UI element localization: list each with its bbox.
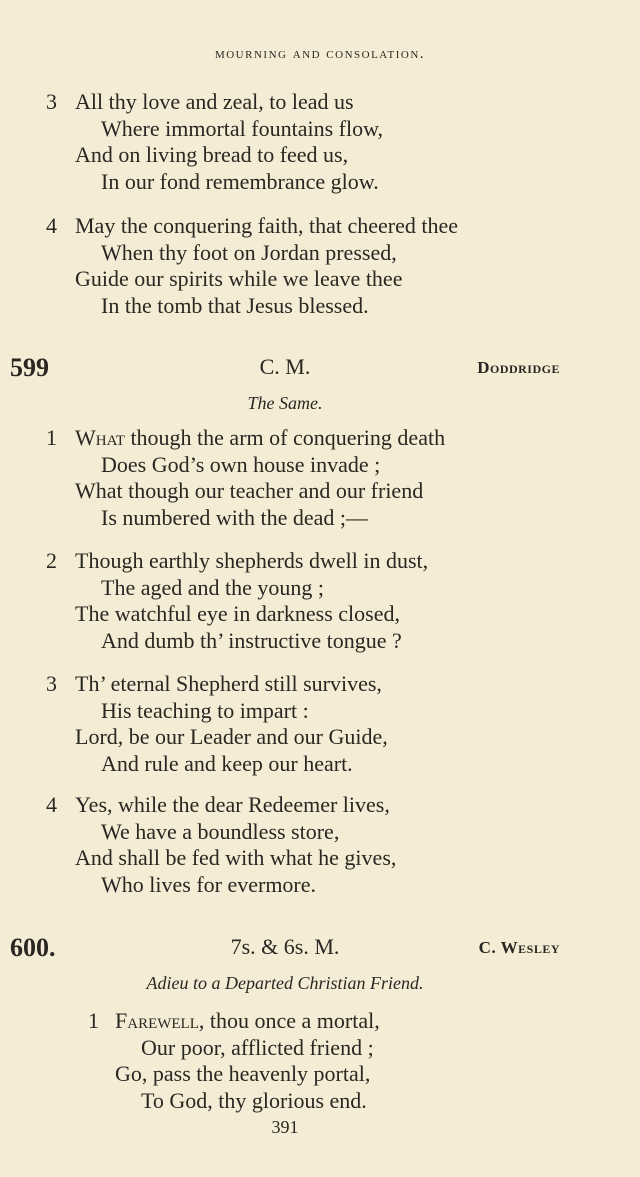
verse-line: To God, thy glorious end. (141, 1087, 367, 1113)
hymn-subtitle: The Same. (247, 393, 323, 413)
stanza-599-2 (46, 548, 606, 654)
verse-line: Lord, be our Leader and our Guide, (75, 724, 388, 749)
verse-line: And shall be fed with what he gives, (75, 845, 397, 870)
hymn-600-header (0, 933, 640, 963)
stanza-600-1 (88, 1008, 640, 1114)
page-number: 391 (271, 1117, 299, 1137)
stanza-599-3 (46, 671, 606, 777)
verse-line: His teaching to impart : (101, 697, 309, 723)
stanza-number: 4 (46, 213, 57, 238)
verse-line: Our poor, afflicted friend ; (141, 1034, 374, 1060)
hymn-meter: 7s. & 6s. M. (230, 934, 340, 959)
stanza-599-1 (46, 425, 606, 531)
verse-line: In our fond remembrance glow. (101, 168, 379, 194)
stanza-number: 4 (46, 792, 57, 817)
verse-line: The watchful eye in darkness closed, (75, 601, 400, 626)
verse-line: Is numbered with the dead ;— (101, 504, 368, 530)
stanza-number: 2 (46, 548, 57, 573)
stanza-number: 1 (88, 1008, 99, 1033)
hymn-subtitle: Adieu to a Departed Christian Friend. (146, 973, 424, 993)
verse-line: 2 Though earthly shepherds dwell in dust, (46, 548, 429, 573)
verse-line: 3 Th’ eternal Shepherd still survives, (46, 671, 382, 696)
verse-line: And rule and keep our heart. (101, 750, 353, 776)
verse-line: What though our teacher and our friend (75, 478, 424, 503)
verse-line: And dumb th’ instructive tongue ? (101, 627, 402, 653)
verse-line: Guide our spirits while we leave thee (75, 266, 403, 291)
hymn-author: Doddridge (477, 358, 560, 377)
verse-line: Where immortal fountains flow, (101, 115, 384, 141)
verse-line: And on living bread to feed us, (75, 142, 349, 167)
verse-line: Who lives for evermore. (101, 871, 317, 897)
stanza-prev-4 (46, 213, 606, 319)
hymn-author: C. Wesley (478, 938, 560, 957)
hymn-number: 600. (10, 933, 56, 962)
verse-line: 4 May the conquering faith, that cheered thee (46, 213, 459, 238)
hymn-599-header (0, 353, 640, 383)
verse-line: Go, pass the heavenly portal, (115, 1061, 371, 1086)
verse-line: We have a boundless store, (101, 818, 340, 844)
verse-line: 4 Yes, while the dear Redeemer lives, (46, 792, 390, 817)
stanza-number: 3 (46, 89, 57, 114)
stanza-prev-3 (46, 89, 606, 195)
verse-line: When thy foot on Jordan pressed, (101, 239, 397, 265)
verse-line: In the tomb that Jesus blessed. (101, 292, 369, 318)
hymn-number: 599 (10, 353, 49, 382)
verse-line: The aged and the young ; (101, 574, 324, 600)
stanza-599-4 (46, 792, 606, 898)
verse-line: 1 Farewell, thou once a mortal, (88, 1008, 380, 1033)
stanza-number: 1 (46, 425, 57, 450)
verse-line: 3 All thy love and zeal, to lead us (46, 89, 354, 114)
verse-line: Does God’s own house invade ; (101, 451, 381, 477)
hymn-meter: C. M. (259, 354, 311, 379)
stanza-number: 3 (46, 671, 57, 696)
running-head: mourning and consolation. (214, 46, 426, 62)
verse-line: 1 What though the arm of conquering death (46, 425, 446, 450)
